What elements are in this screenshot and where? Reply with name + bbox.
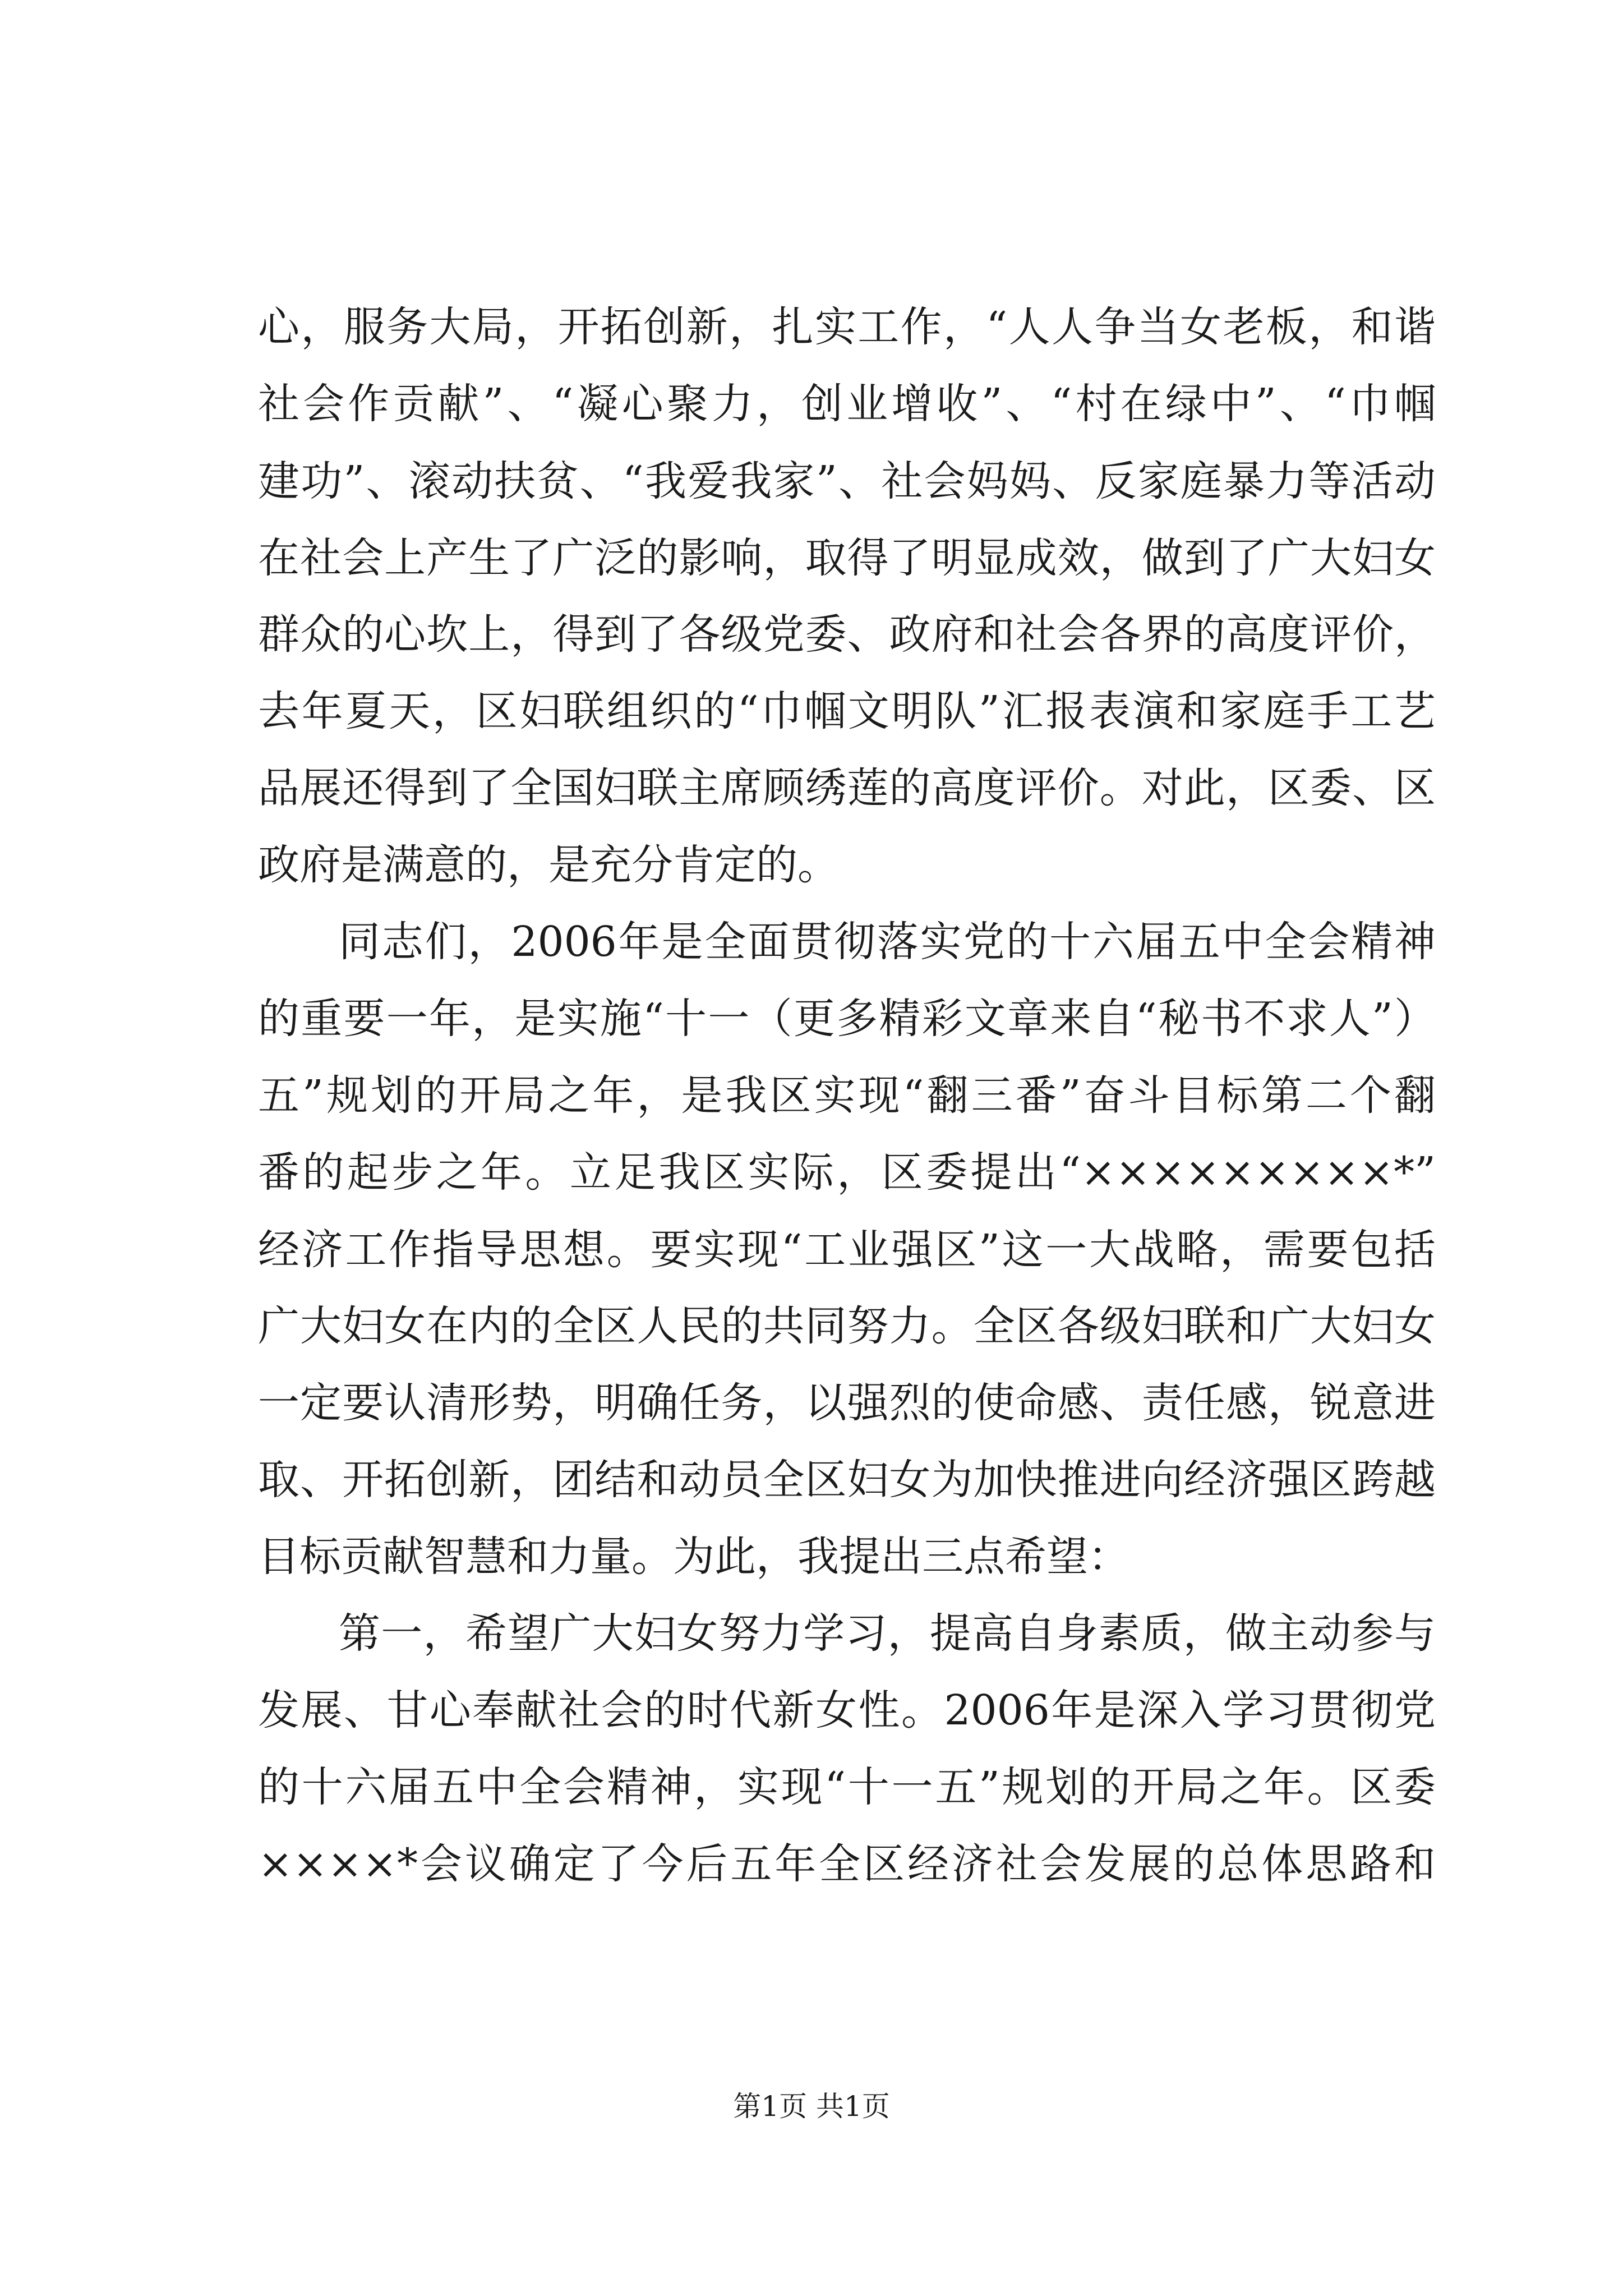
text-line: 的十六届五中全会精神，实现“十一五”规划的开局之年。区委 bbox=[258, 1763, 1436, 1811]
text-line: 第一，希望广大妇女努力学习，提高自身素质，做主动参与 bbox=[339, 1609, 1436, 1658]
text-line: 目标贡献智慧和力量。为此，我提出三点希望： bbox=[258, 1533, 1129, 1581]
text-line: 五”规划的开局之年，是我区实现“翻三番”奋斗目标第二个翻 bbox=[258, 1071, 1436, 1120]
text-line: 在社会上产生了广泛的影响，取得了明显成效，做到了广大妇女 bbox=[258, 534, 1436, 582]
text-line: 番的起步之年。立足我区实际，区委提出“×××××××××*” bbox=[258, 1148, 1436, 1197]
text-line: 建功”、滚动扶贫、“我爱我家”、社会妈妈、反家庭暴力等活动 bbox=[258, 457, 1436, 505]
text-line: 同志们，2006年是全面贯彻落实党的十六届五中全会精神 bbox=[339, 918, 1436, 966]
text-line: 发展、甘心奉献社会的时代新女性。2006年是深入学习贯彻党 bbox=[258, 1686, 1436, 1734]
text-line: 一定要认清形势，明确任务，以强烈的使命感、责任感，锐意进 bbox=[258, 1379, 1436, 1427]
text-line: 取、开拓创新，团结和动员全区妇女为加快推进向经济强区跨越 bbox=[258, 1456, 1436, 1504]
text-line: 群众的心坎上，得到了各级党委、政府和社会各界的高度评价， bbox=[258, 610, 1436, 659]
text-line: 政府是满意的，是充分肯定的。 bbox=[258, 841, 839, 889]
text-line: 社会作贡献”、“凝心聚力，创业增收”、“村在绿中”、“巾帼 bbox=[258, 380, 1436, 428]
text-line: 的重要一年，是实施“十一（更多精彩文章来自“秘书不求人”） bbox=[258, 995, 1436, 1043]
text-line: 心，服务大局，开拓创新，扎实工作，“人人争当女老板，和谐 bbox=[258, 303, 1436, 351]
page-footer: 第1页 共1页 bbox=[733, 2090, 890, 2123]
text-line: ××××*会议确定了今后五年全区经济社会发展的总体思路和 bbox=[258, 1840, 1436, 1888]
text-line: 品展还得到了全国妇联主席顾绣莲的高度评价。对此，区委、区 bbox=[258, 764, 1436, 812]
text-line: 经济工作指导思想。要实现“工业强区”这一大战略，需要包括 bbox=[258, 1226, 1436, 1274]
text-line: 去年夏天，区妇联组织的“巾帼文明队”汇报表演和家庭手工艺 bbox=[258, 687, 1436, 735]
text-line: 广大妇女在内的全区人民的共同努力。全区各级妇联和广大妇女 bbox=[258, 1302, 1436, 1350]
